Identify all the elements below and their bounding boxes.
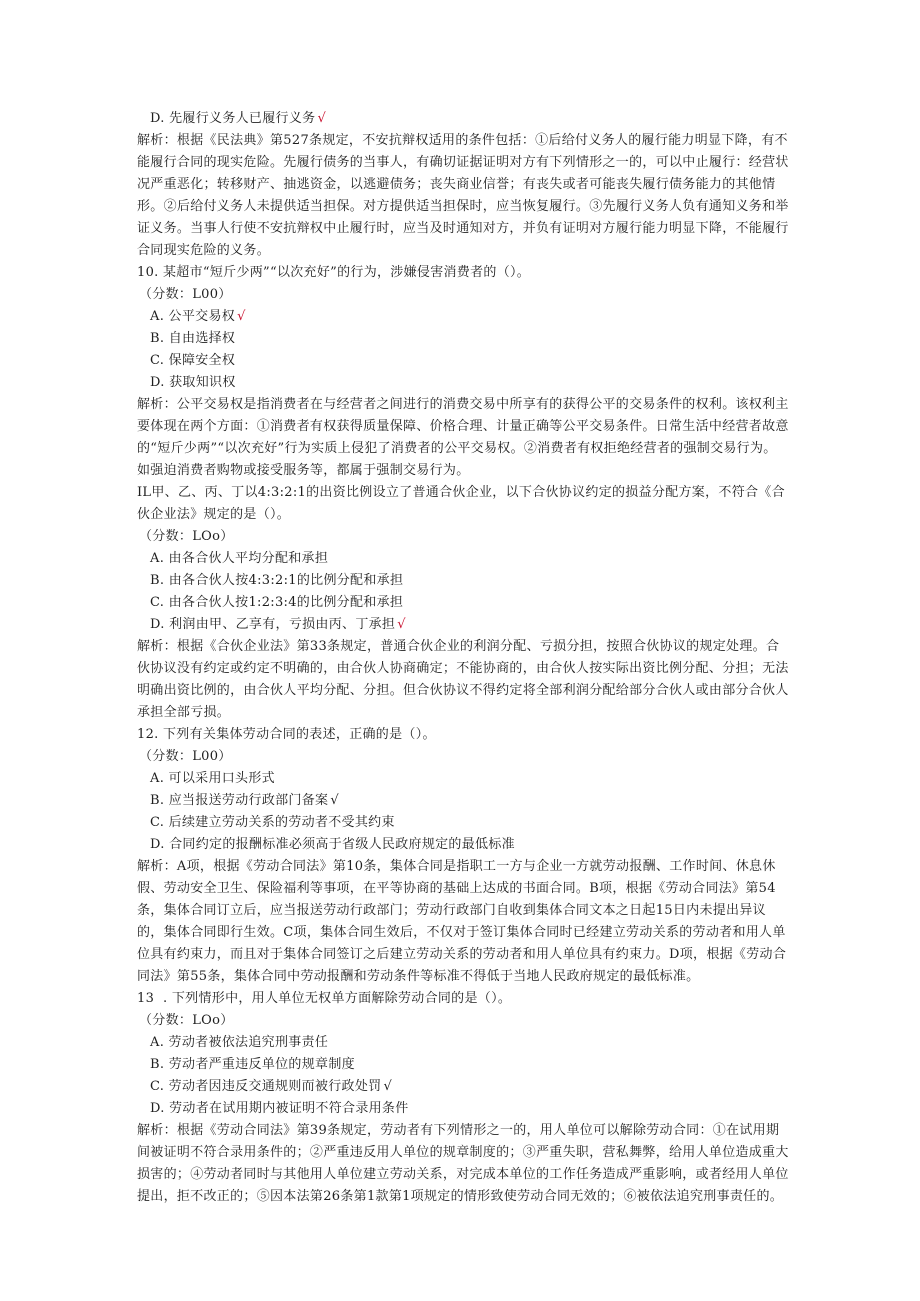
explanation-line <box>137 878 799 900</box>
explanation-line-text: 如强迫消费者购物或接受服务等，都属于强制交易行为。 <box>137 463 470 478</box>
score-label-text: （分数：L00） <box>139 287 232 302</box>
answer-option-text: B. 劳动者严重违反单位的规章制度 <box>150 1057 355 1072</box>
explanation-line-text: 承担全部亏损。 <box>137 705 231 720</box>
explanation-line <box>137 196 799 218</box>
question-stem <box>137 262 799 284</box>
explanation-line <box>137 1164 799 1186</box>
explanation-line-text: 况严重恶化；转移财产、抽逃资金，以逃避债务；丧失商业信誉；有丧失或者可能丧失履行债务能力的其他情 <box>137 177 776 192</box>
answer-option <box>137 834 799 856</box>
answer-option-text: A. 可以采用口头形式 <box>150 771 275 786</box>
explanation-line <box>137 460 799 482</box>
explanation-line-text: 解析：公平交易权是指消费者在与经营者之间进行的消费交易中所享有的获得公平的交易条件的权利。该权利主 <box>137 397 789 412</box>
correct-answer-check-icon: √ <box>397 617 406 632</box>
score-label <box>137 526 799 548</box>
explanation-line-text: 解析：根据《合伙企业法》第33条规定，普通合伙企业的利润分配、亏损分担，按照合伙协议的规定处理。合 <box>137 639 780 654</box>
explanation-line-text: 解析：A项，根据《劳动合同法》第10条，集体合同是指职工一方与企业一方就劳动报酬、工作时间、休息休 <box>137 859 776 874</box>
answer-option <box>137 108 799 130</box>
score-label <box>137 746 799 768</box>
answer-option <box>137 328 799 350</box>
answer-option <box>137 1076 799 1098</box>
answer-option-text: C. 劳动者因违反交通规则而被行政处罚 <box>150 1079 382 1094</box>
answer-option <box>137 372 799 394</box>
explanation-line <box>137 240 799 262</box>
score-label-text: （分数：LOo） <box>139 529 234 544</box>
answer-option-text: D. 劳动者在试用期内被证明不符合录用条件 <box>150 1101 409 1116</box>
explanation-line-text: 解析：根据《劳动合同法》第39条规定，劳动者有下列情形之一的，用人单位可以解除劳动合同：①在试用期 <box>137 1123 780 1138</box>
answer-option-text: C. 保障安全权 <box>150 353 236 368</box>
answer-option <box>137 1098 799 1120</box>
answer-option-text: B. 由各合伙人按4:3:2:1的比例分配和承担 <box>150 573 404 588</box>
question-stem <box>137 482 799 504</box>
answer-option <box>137 1032 799 1054</box>
answer-option <box>137 592 799 614</box>
answer-option <box>137 768 799 790</box>
correct-answer-check-icon: √ <box>237 309 246 324</box>
explanation-line <box>137 1186 799 1208</box>
correct-answer-check-icon: √ <box>330 793 339 808</box>
explanation-line-text: 解析：根据《民法典》第527条规定，不安抗辩权适用的条件包括：①后给付义务人的履行能力明显下降，有不 <box>137 133 788 148</box>
explanation-line <box>137 416 799 438</box>
explanation-line <box>137 658 799 680</box>
score-label-text: （分数：LOo） <box>139 1013 234 1028</box>
answer-option-text: A. 公平交易权 <box>150 309 236 324</box>
answer-option-text: D. 先履行义务人已履行义务 <box>150 111 316 126</box>
question-stem-text: 伙企业法》规定的是（）。 <box>137 507 291 522</box>
answer-option <box>137 570 799 592</box>
answer-option-text: D. 获取知识权 <box>150 375 236 390</box>
answer-option-text: C. 后续建立劳动关系的劳动者不受其约束 <box>150 815 395 830</box>
explanation-line <box>137 438 799 460</box>
explanation-line-text: 明确出资比例的，由合伙人平均分配、分担。但合伙协议不得约定将全部利润分配给部分合伙人或由部分合伙人 <box>137 683 789 698</box>
explanation-line-text: 损害的；④劳动者同时与其他用人单位建立劳动关系，对完成本单位的工作任务造成严重影响，或者经用人单位 <box>137 1167 789 1182</box>
explanation-line <box>137 174 799 196</box>
answer-option <box>137 548 799 570</box>
answer-option-text: D. 合同约定的报酬标准必须高于省级人民政府规定的最低标准 <box>150 837 515 852</box>
explanation-line-text: 形。②后给付义务人未提供适当担保。对方提供适当担保时，应当恢复履行。③先履行义务人负有通知义务和举 <box>137 199 789 214</box>
explanation-line <box>137 152 799 174</box>
explanation-line-text: 证义务。当事人行使不安抗辩权中止履行时，应当及时通知对方，并负有证明对方履行能力明显下降，不能履行 <box>137 221 789 236</box>
explanation-line-text: 的，集体合同即行生效。C项，集体合同生效后，不仅对于签订集体合同时已经建立劳动关系的劳动者和用人单 <box>137 925 786 940</box>
answer-option-text: A. 劳动者被依法追究刑事责任 <box>150 1035 329 1050</box>
answer-option <box>137 1054 799 1076</box>
explanation-line-text: 伙协议没有约定或约定不明确的，由合伙人协商确定；不能协商的，由合伙人按实际出资比例分配、分担；无法 <box>137 661 789 676</box>
answer-option-text: A. 由各合伙人平均分配和承担 <box>150 551 329 566</box>
explanation-line <box>137 680 799 702</box>
score-label <box>137 284 799 306</box>
answer-option-text: B. 自由选择权 <box>150 331 236 346</box>
explanation-line-text: 位具有约束力，而且对于集体合同签订之后建立劳动关系的劳动者和用人单位具有约束力。D项，根据《劳动合 <box>137 947 787 962</box>
exam-content <box>137 108 799 1208</box>
question-stem <box>137 988 799 1010</box>
correct-answer-check-icon: √ <box>317 111 327 126</box>
question-stem-text: 10. 某超市“短斤少两”“以次充好”的行为，涉嫌侵害消费者的（）。 <box>137 265 531 280</box>
question-stem-text: 13 . 下列情形中，用人单位无权单方面解除劳动合同的是（）。 <box>137 991 512 1006</box>
explanation-line-text: 同法》第55条，集体合同中劳动报酬和劳动条件等标准不得低于当地人民政府规定的最低标准。 <box>137 969 700 984</box>
correct-answer-check-icon: √ <box>383 1079 393 1094</box>
explanation-line-text: 假、劳动安全卫生、保险福利等事项，在平等协商的基础上达成的书面合同。B项，根据《劳动合同法》第54 <box>137 881 776 896</box>
answer-option-text: C. 由各合伙人按1:2:3:4的比例分配和承担 <box>150 595 404 610</box>
score-label-text: （分数：L00） <box>139 749 232 764</box>
explanation-line <box>137 218 799 240</box>
explanation-line <box>137 130 799 152</box>
score-label <box>137 1010 799 1032</box>
explanation-line <box>137 394 799 416</box>
explanation-line <box>137 900 799 922</box>
explanation-line <box>137 1120 799 1142</box>
explanation-line <box>137 702 799 724</box>
explanation-line-text: 合同现实危险的义务。 <box>137 243 271 258</box>
answer-option-text: B. 应当报送劳动行政部门备案 <box>150 793 329 808</box>
explanation-line <box>137 966 799 988</box>
explanation-line <box>137 636 799 658</box>
question-stem-text: 12. 下列有关集体劳动合同的表述，正确的是（）。 <box>137 727 436 742</box>
answer-option <box>137 306 799 328</box>
answer-option <box>137 614 799 636</box>
explanation-line-text: 的“短斤少两”“以次充好”行为实质上侵犯了消费者的公平交易权。②消费者有权拒绝经营者的强制交易行为。 <box>137 441 777 456</box>
explanation-line <box>137 922 799 944</box>
explanation-line-text: 要体现在两个方面：①消费者有权获得质量保障、价格合理、计量正确等公平交易条件。日常生活中经营者故意 <box>137 419 789 434</box>
explanation-line <box>137 856 799 878</box>
answer-option <box>137 790 799 812</box>
answer-option <box>137 812 799 834</box>
question-stem <box>137 504 799 526</box>
explanation-line-text: 间被证明不符合录用条件的；②严重违反用人单位的规章制度的；③严重失职，营私舞弊，给用人单位造成重大 <box>137 1145 789 1160</box>
answer-option <box>137 350 799 372</box>
question-stem-text: IL甲、乙、丙、丁以4:3:2:1的出资比例设立了普通合伙企业，以下合伙协议约定的损益分配方案，不符合《合 <box>137 485 785 500</box>
explanation-line-text: 能履行合同的现实危险。先履行债务的当事人，有确切证据证明对方有下列情形之一的，可以中止履行：经营状 <box>137 155 789 170</box>
explanation-line <box>137 1142 799 1164</box>
answer-option-text: D. 利润由甲、乙享有，亏损由丙、丁承担 <box>150 617 396 632</box>
explanation-line-text: 提出，拒不改正的；⑤因本法第26条第1款第1项规定的情形致使劳动合同无效的；⑥被依法追究刑事责任的。 <box>137 1189 784 1204</box>
explanation-line <box>137 944 799 966</box>
question-stem <box>137 724 799 746</box>
explanation-line-text: 条，集体合同订立后，应当报送劳动行政部门；劳动行政部门自收到集体合同文本之日起15日内未提出异议 <box>137 903 766 918</box>
